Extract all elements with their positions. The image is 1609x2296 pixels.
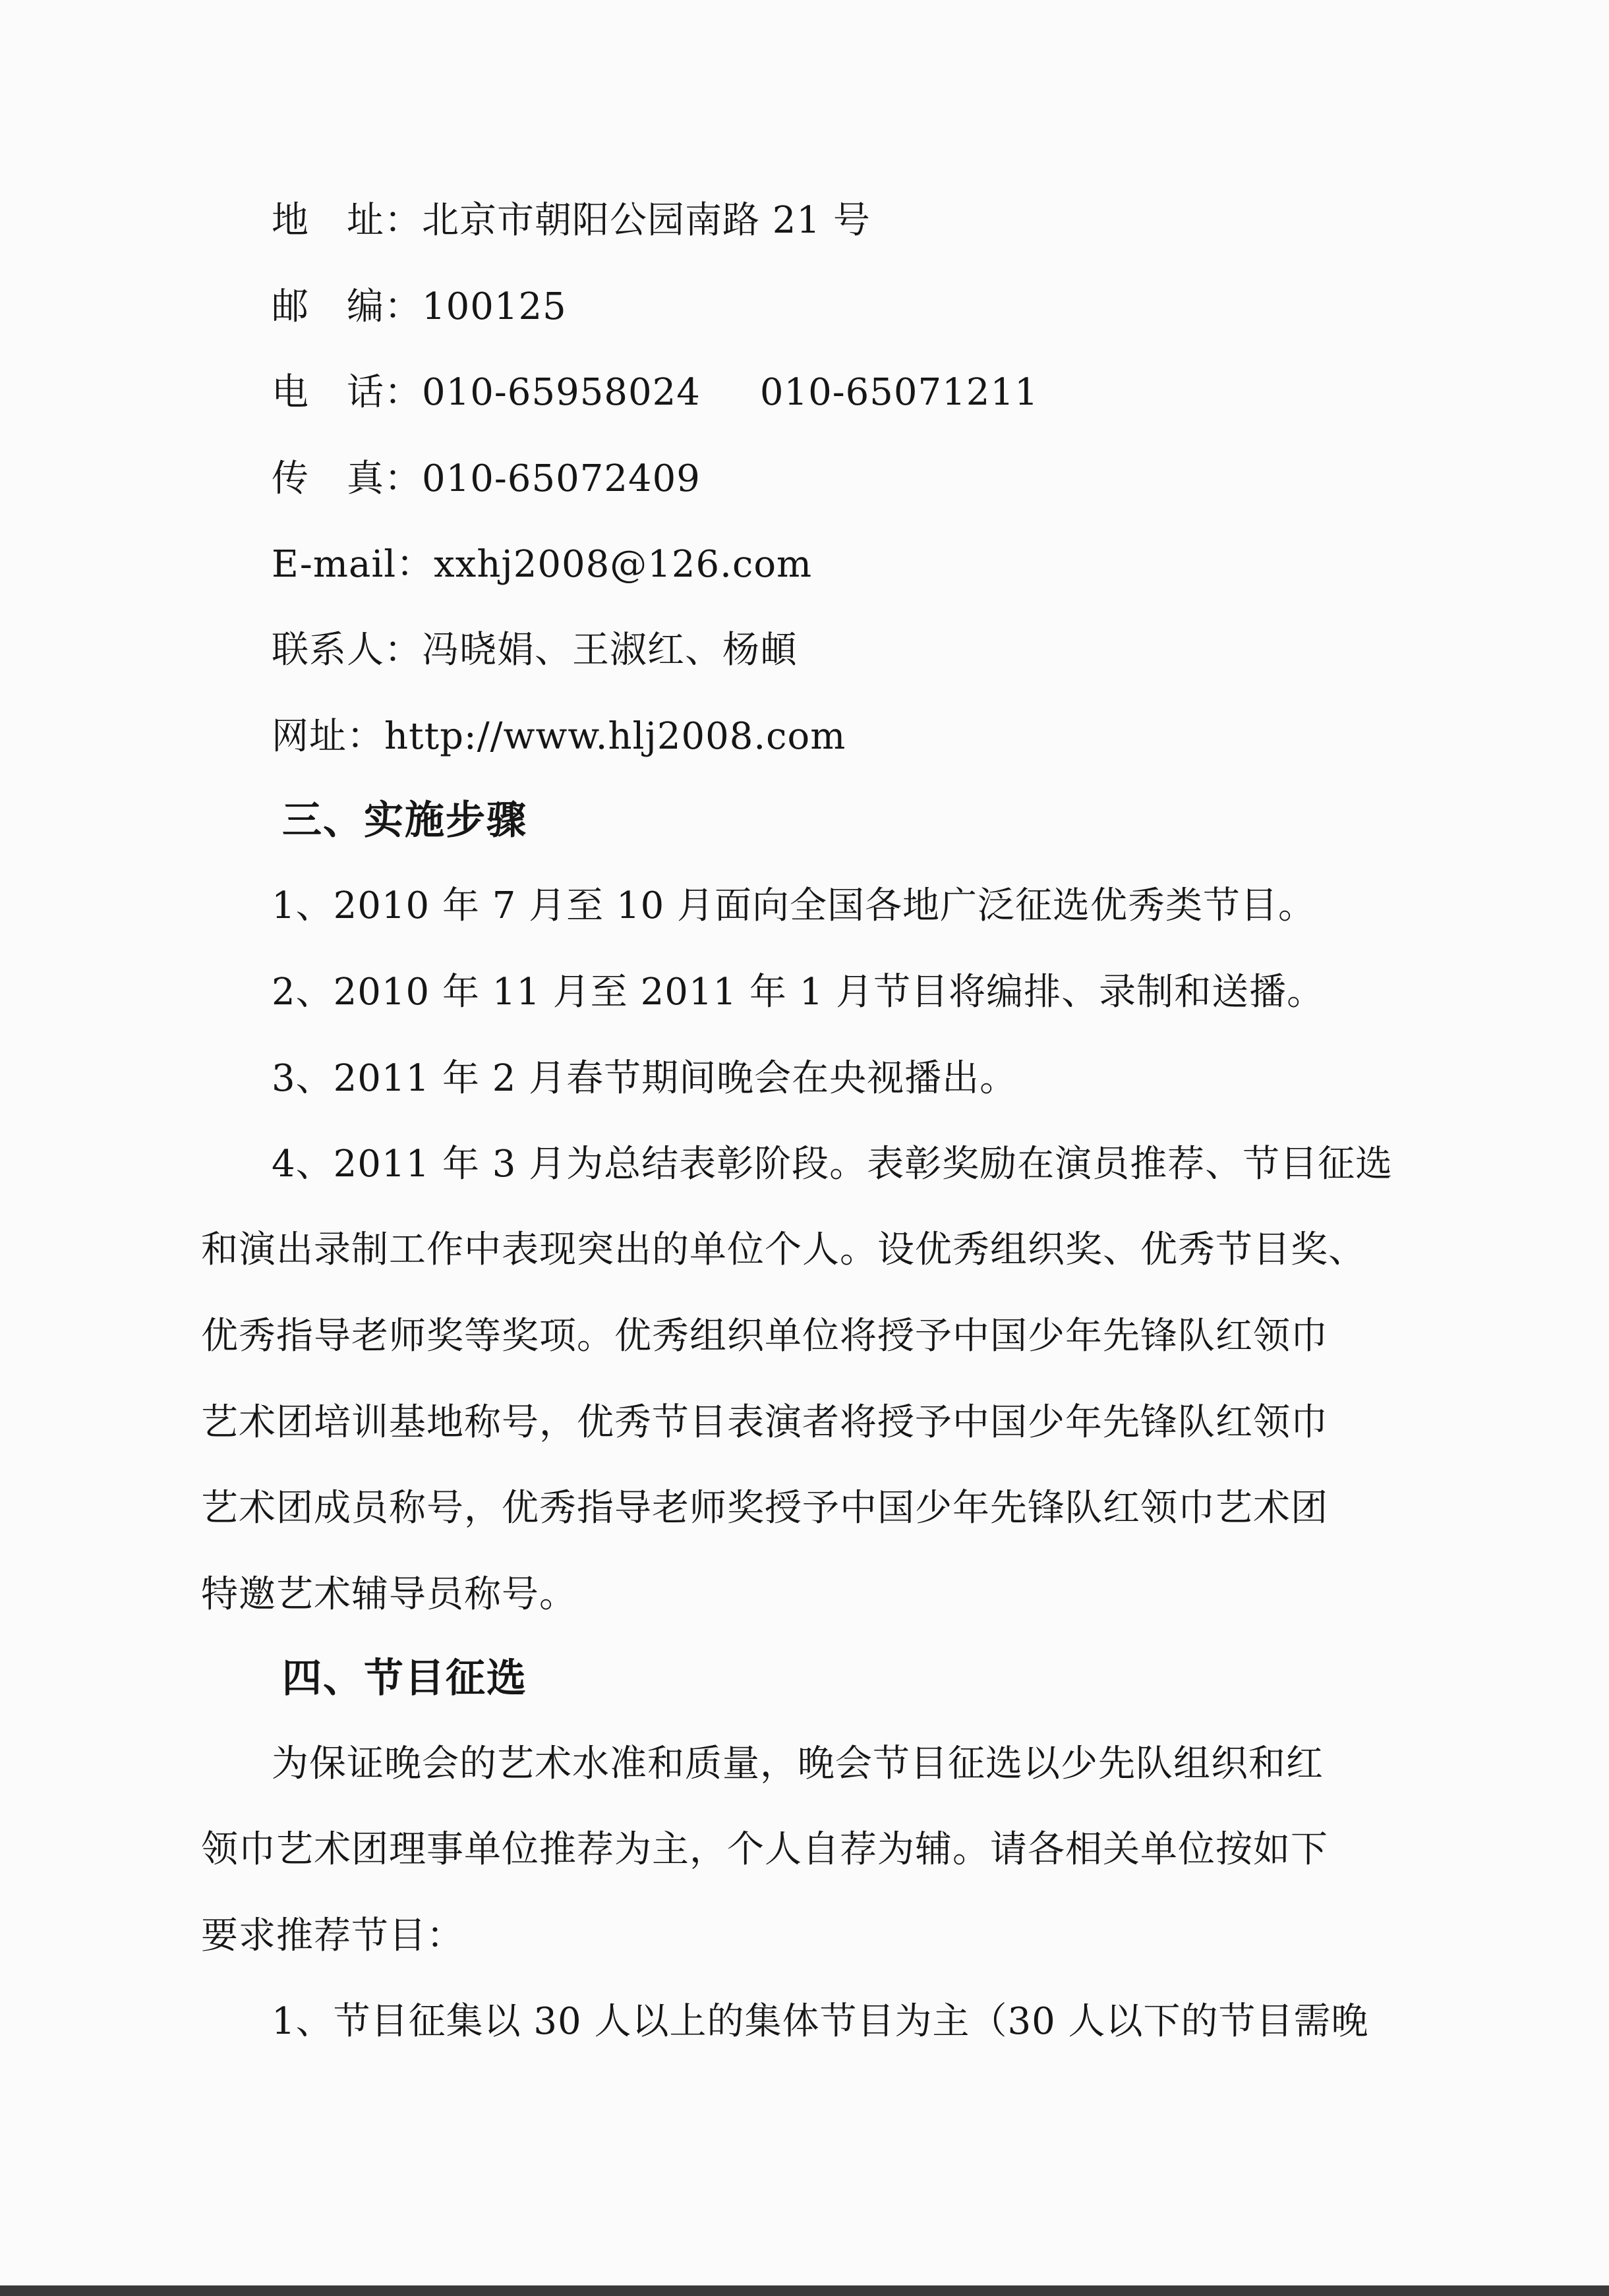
section3-item2: 2、2010 年 11 月至 2011 年 1 月节目将编排、录制和送播。: [272, 971, 1325, 1014]
email-value: xxhj2008@126.com: [434, 543, 813, 586]
website-value: http://www.hlj2008.com: [384, 715, 846, 758]
section3-item1: 1、2010 年 7 月至 10 月面向全国各地广泛征选优秀类节目。: [272, 884, 1316, 927]
contacts-label: 联系人：: [272, 629, 422, 672]
contacts-value: 冯晓娟、王淑红、杨頔: [422, 629, 798, 672]
website-line: [272, 714, 846, 760]
postcode-value: 100125: [422, 285, 567, 328]
postcode-label: 邮 编：: [272, 285, 422, 328]
section4-heading: 四、节目征选: [282, 1655, 527, 1702]
phone-value-2: 010-65071211: [759, 371, 1039, 414]
section3-item4-line3: 优秀指导老师奖等奖项。优秀组织单位将授予中国少年先锋队红领巾: [201, 1315, 1328, 1358]
section3-item3: 3、2011 年 2 月春节期间晚会在央视播出。: [272, 1057, 1018, 1100]
fax-label: 传 真：: [272, 457, 422, 500]
phone-label: 电 话：: [272, 371, 422, 414]
fax-line: [272, 456, 701, 502]
contacts-line: [272, 627, 798, 674]
section4-intro-line1: 为保证晚会的艺术水准和质量，晚会节目征选以少先队组织和红: [272, 1742, 1324, 1785]
section3-item4-line5: 艺术团成员称号，优秀指导老师奖授予中国少年先锋队红领巾艺术团: [201, 1487, 1328, 1530]
email-label: E-mail：: [272, 543, 434, 586]
website-label: 网址：: [272, 715, 384, 758]
scan-bottom-edge: [0, 2285, 1609, 2296]
section3-item4-line6: 特邀艺术辅导员称号。: [201, 1573, 577, 1616]
section4-intro-line2: 领巾艺术团理事单位推荐为主，个人自荐为辅。请各相关单位按如下: [201, 1828, 1328, 1871]
section3-item4-line4: 艺术团培训基地称号，优秀节目表演者将授予中国少年先锋队红领巾: [201, 1401, 1328, 1444]
fax-value: 010-65072409: [422, 457, 701, 500]
address-value: 北京市朝阳公园南路 21 号: [422, 199, 871, 242]
address-line: [272, 198, 871, 244]
phone-value-1: 010-65958024: [422, 371, 701, 414]
postcode-line: [272, 284, 567, 330]
section4-intro-line3: 要求推荐节目：: [201, 1914, 464, 1957]
phone-line: [272, 370, 1039, 416]
section4-item1: 1、节目征集以 30 人以上的集体节目为主（30 人以下的节目需晚: [272, 2000, 1369, 2043]
section3-item4-line2: 和演出录制工作中表现突出的单位个人。设优秀组织奖、优秀节目奖、: [201, 1228, 1366, 1271]
section3-heading: 三、实施步骤: [282, 797, 527, 844]
email-line: [272, 542, 812, 588]
address-label: 地 址：: [272, 199, 422, 242]
section3-item4-line1: 4、2011 年 3 月为总结表彰阶段。表彰奖励在演员推荐、节目征选: [272, 1143, 1393, 1186]
